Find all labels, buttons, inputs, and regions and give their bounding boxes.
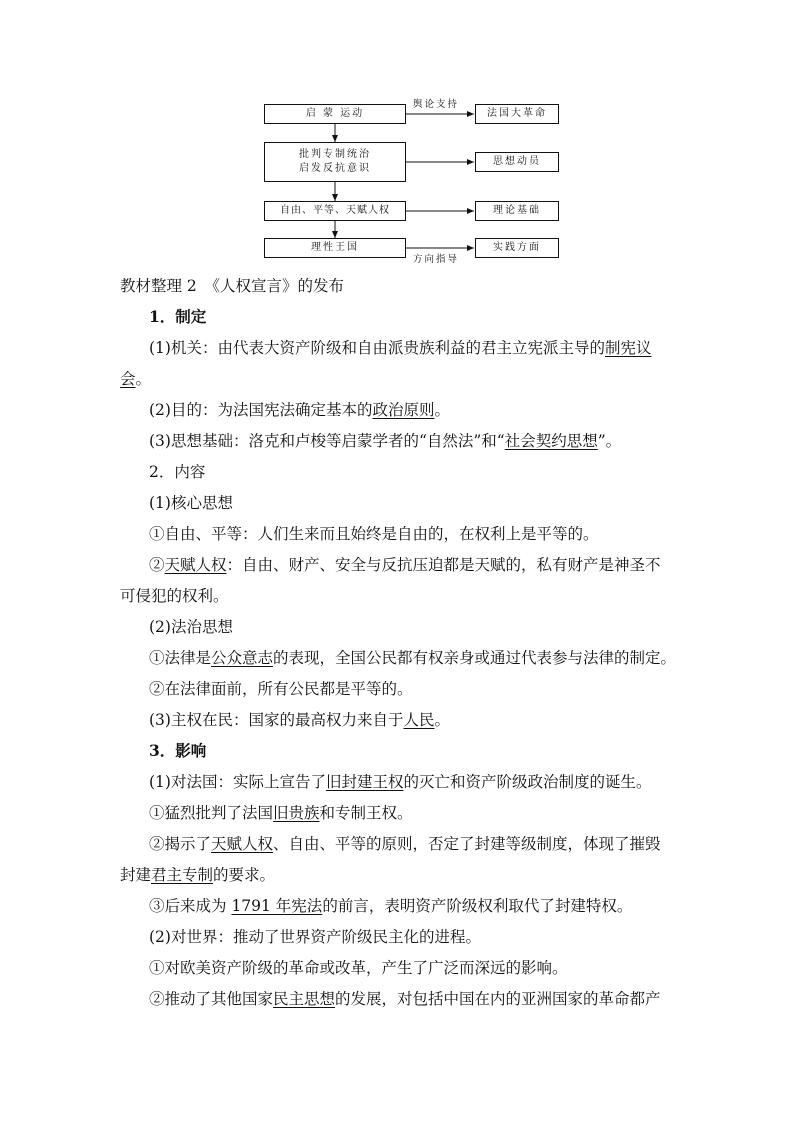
box-enlightenment-label: 启 蒙 运动 — [305, 108, 365, 119]
para-world: (2)对世界：推动了世界资产阶级民主化的进程。 — [149, 928, 481, 946]
heading-influence: 3．影响 — [149, 741, 207, 760]
box-theory-label: 理论基础 — [493, 205, 541, 216]
para-freedom-equality: ①自由、平等：人们生来而且始终是自由的，在权利上是平等的。 — [149, 525, 599, 543]
answer-political-principles: 政治原则 — [372, 401, 435, 419]
para-equal-before-law: ②在法律面前，所有公民都是平等的。 — [149, 680, 413, 698]
box-criticize-line1: 批判专制统治 — [299, 149, 371, 160]
diagram-connectors — [0, 0, 794, 270]
box-enlightenment — [264, 104, 406, 124]
para-basis: (3)思想基础：洛克和卢梭等启蒙学者的“自然法”和“社会契约思想”。 — [149, 432, 622, 450]
para-reveal-principles: ②揭示了天赋人权、自由、平等的原则，否定了封建等级制度，体现了摧毁 — [149, 835, 661, 853]
answer-old-nobility: 旧贵族 — [273, 804, 320, 822]
answer-natural-rights-2: 天赋人权 — [211, 835, 274, 853]
answer-social-contract: 社会契约思想 — [504, 432, 598, 450]
para-reveal-principles-cont: 封建君主专制的要求。 — [120, 866, 276, 884]
box-practice — [475, 238, 559, 258]
answer-people: 人民 — [403, 711, 435, 729]
answer-democratic-ideas: 民主思想 — [273, 990, 336, 1008]
section-title: 教材整理 2 《人权宣言》的发布 — [120, 277, 345, 295]
box-freedom-equality — [264, 201, 406, 221]
heading-content: 2．内容 — [149, 463, 206, 481]
para-europe-america: ①对欧美资产阶级的革命或改革，产生了广泛而深远的影响。 — [149, 959, 568, 977]
heading-formulation: 1．制定 — [149, 307, 207, 326]
box-reason-label: 理性王国 — [311, 242, 359, 253]
box-theoretical-basis — [475, 201, 559, 221]
para-natural-rights: ②天赋人权：自由、财产、安全与反抗压迫都是天赋的，私有财产是神圣不 — [149, 556, 661, 574]
para-purpose: (2)目的：为法国宪法确定基本的政治原则。 — [149, 401, 450, 419]
box-mobilization-label: 思想动员 — [493, 156, 541, 167]
para-core-idea: (1)核心思想 — [149, 494, 233, 512]
box-ideological-mobilization — [475, 152, 559, 172]
para-democratic-ideas: ②推动了其他国家民主思想的发展，对包括中国在内的亚洲国家的革命都产 — [149, 990, 661, 1008]
para-organ: (1)机关：由代表大资产阶级和自由派贵族利益的君主立宪派主导的制宪议 — [149, 339, 652, 357]
answer-feudal-monarchy: 旧封建王权 — [325, 773, 404, 791]
para-natural-rights-cont: 可侵犯的权利。 — [120, 587, 229, 605]
box-freedom-label: 自由、平等、天赋人权 — [280, 205, 390, 216]
para-organ-cont: 会。 — [120, 370, 152, 388]
para-sovereignty: (3)主权在民：国家的最高权力来自于人民。 — [149, 711, 450, 729]
para-old-nobility: ①猛烈批判了法国旧贵族和专制王权。 — [149, 804, 413, 822]
box-criticize-autocracy — [264, 142, 406, 182]
flow-diagram — [0, 0, 794, 270]
answer-constituent-assembly: 制宪议 — [604, 339, 652, 357]
label-direction-guidance: 方向指导 — [413, 254, 460, 265]
para-law-general-will: ①法律是公众意志的表现，全国公民都有权亲身或通过代表参与法律的制定。 — [149, 649, 677, 667]
label-public-opinion: 舆论支持 — [413, 99, 460, 110]
answer-general-will: 公众意志 — [211, 649, 274, 667]
para-constitution-1791: ③后来成为 1791 年宪法的前言，表明资产阶级权利取代了封建特权。 — [149, 897, 633, 915]
answer-natural-rights: 天赋人权 — [164, 556, 227, 574]
answer-absolute-monarchy: 君主专制 — [151, 866, 214, 884]
answer-constitution-1791: 1791 年宪法 — [231, 897, 323, 915]
box-practice-label: 实践方面 — [493, 242, 541, 253]
box-kingdom-of-reason — [264, 238, 406, 258]
box-french-revolution — [475, 104, 559, 124]
para-france: (1)对法国：实际上宣告了旧封建王权的灭亡和资产阶级政治制度的诞生。 — [149, 773, 652, 791]
box-revolution-label: 法国大革命 — [487, 108, 547, 119]
para-rule-of-law: (2)法治思想 — [149, 618, 233, 636]
box-criticize-line2: 启发反抗意识 — [299, 163, 371, 174]
